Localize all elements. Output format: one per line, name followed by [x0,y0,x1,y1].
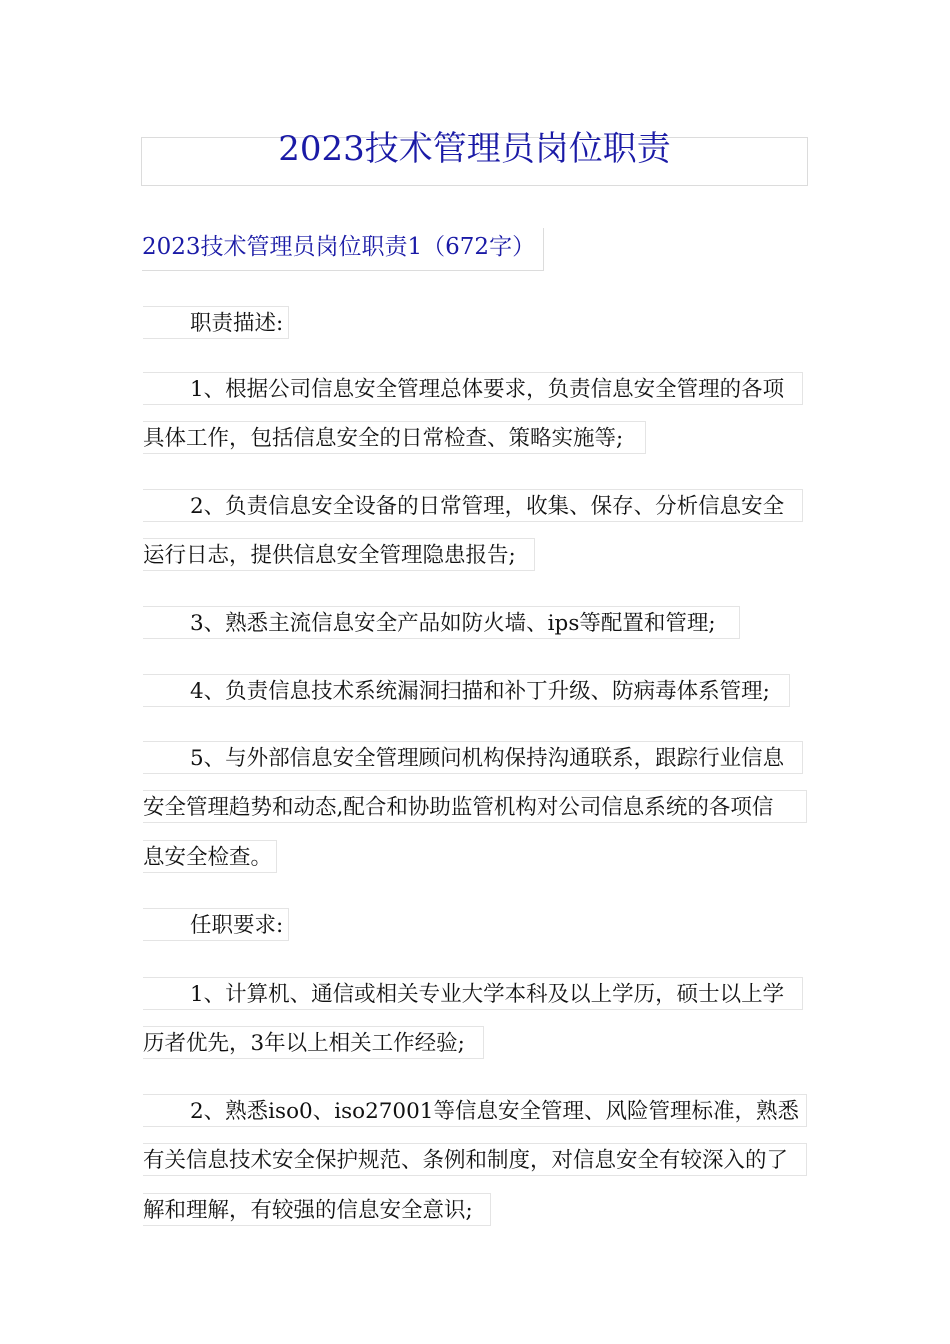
body-line: 职责描述: [143,306,289,339]
body-line: 3、熟悉主流信息安全产品如防火墙、ips等配置和管理; [143,606,740,639]
body-line: 5、与外部信息安全管理顾问机构保持沟通联系，跟踪行业信息 [143,741,803,774]
document-title: 2023技术管理员岗位职责 [278,129,671,169]
body-line: 息安全检查。 [143,840,277,873]
body-line: 任职要求: [143,908,289,941]
body-line: 运行日志，提供信息安全管理隐患报告; [143,538,535,571]
body-line: 解和理解，有较强的信息安全意识; [143,1193,491,1226]
body-line: 1、根据公司信息安全管理总体要求，负责信息安全管理的各项 [143,372,803,405]
body-line: 4、负责信息技术系统漏洞扫描和补丁升级、防病毒体系管理; [143,674,790,707]
body-line: 安全管理趋势和动态,配合和协助监管机构对公司信息系统的各项信 [143,790,807,823]
body-line: 历者优先，3年以上相关工作经验; [143,1026,484,1059]
body-line: 1、计算机、通信或相关专业大学本科及以上学历，硕士以上学 [143,977,803,1010]
body-line: 2、熟悉iso0、iso27001等信息安全管理、风险管理标准，熟悉 [143,1094,807,1127]
section-heading: 2023技术管理员岗位职责1（672字） [142,228,544,271]
body-line: 有关信息技术安全保护规范、条例和制度，对信息安全有较深入的了 [143,1143,807,1176]
body-line: 2、负责信息安全设备的日常管理，收集、保存、分析信息安全 [143,489,803,522]
body-line: 具体工作，包括信息安全的日常检查、策略实施等; [143,421,646,454]
